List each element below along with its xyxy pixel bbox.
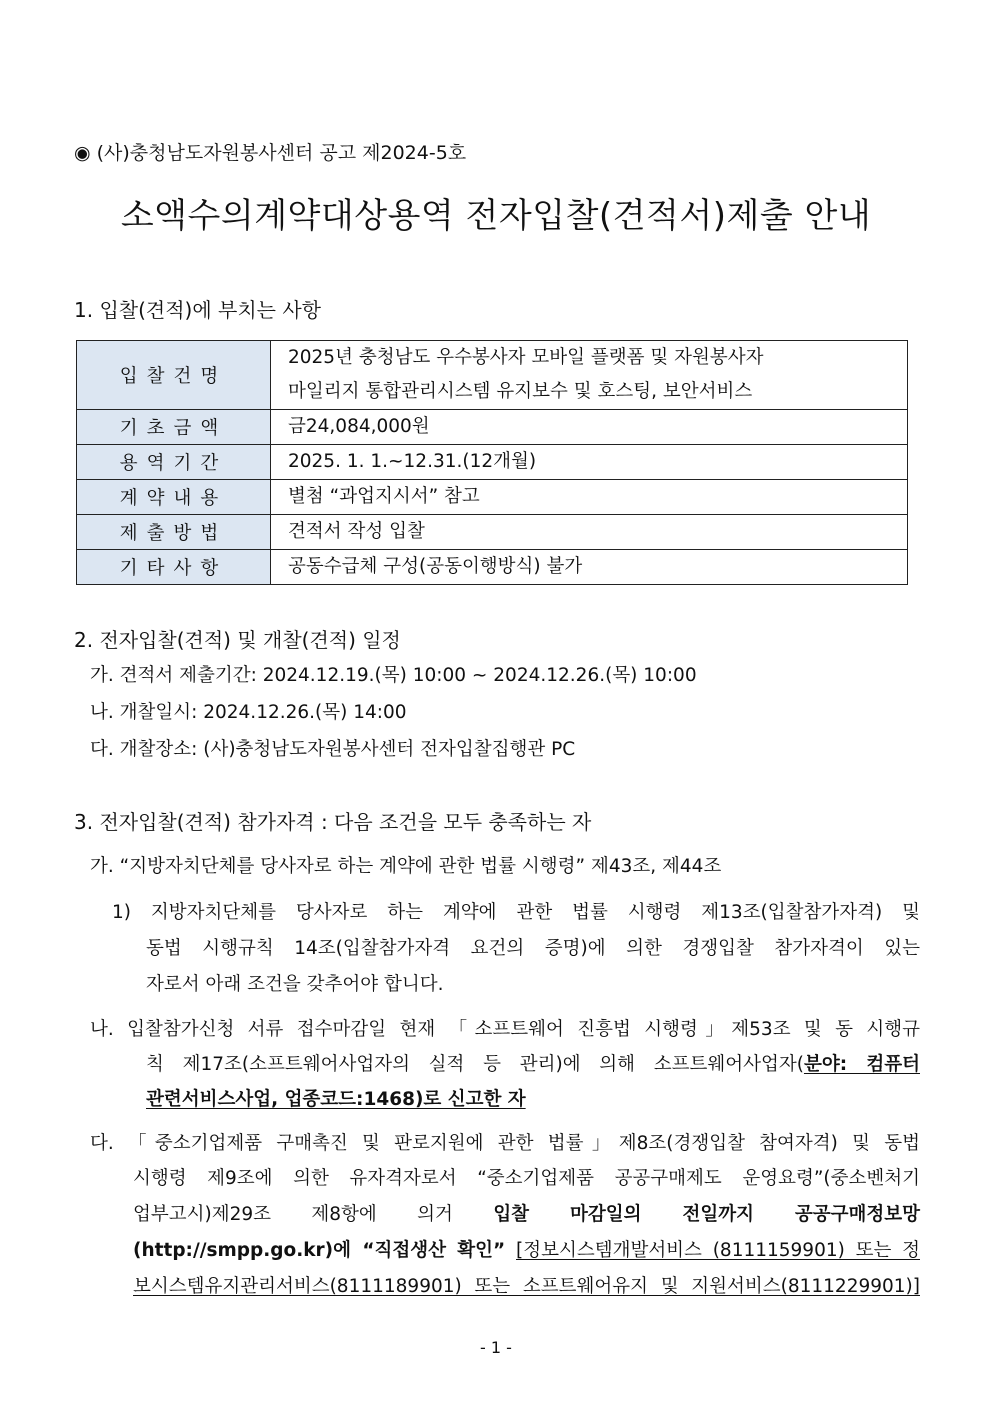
qualification-da-cont4	[133, 1272, 920, 1298]
page-title: 소액수의계약대상용역 전자입찰(견적서)제출 안내	[120, 196, 872, 236]
text-line: 나. 입찰참가신청 서류 접수마감일 현재 「소프트웨어 진흥법 시행령」제53조 및 동 시행규	[90, 1019, 920, 1040]
qualification-da-cont2	[133, 1200, 920, 1226]
section1-heading: 1. 입찰(견적)에 부치는 사항	[74, 298, 321, 322]
row-value: 별첨 “과업지시서” 참고	[271, 480, 908, 515]
qualification-ga-1-cont	[146, 934, 920, 960]
row-value-line: 2025년 충청남도 우수봉사자 모바일 플랫폼 및 자원봉사자	[288, 347, 764, 368]
row-value: 견적서 작성 입찰	[271, 515, 908, 550]
table-row	[77, 550, 908, 585]
row-value: 2025. 1. 1.~12.31.(12개월)	[271, 445, 908, 480]
row-label: 입찰건명	[77, 341, 271, 410]
text-line: 다. 「중소기업제품 구매촉진 및 판로지원에 관한 법률」제8조(경쟁입찰 참여자격) 및 동법	[90, 1133, 920, 1154]
text-line: (http://smpp.go.kr)에 “직접생산 확인” [정보시스템개발서비스 (8111159901) 또는 정	[133, 1240, 920, 1261]
text-line: 업부고시)제29조 제8항에 의거 입찰 마감일의 전일까지 공공구매정보망	[133, 1204, 920, 1225]
row-label: 기타사항	[77, 550, 271, 585]
row-label: 용역기간	[77, 445, 271, 480]
schedule-item-opening-time: 나. 개찰일시: 2024.12.26.(목) 14:00	[90, 702, 407, 723]
text-line: 칙 제17조(소프트웨어사업자의 실적 등 관리)에 의해 소프트웨어사업자(분야: 컴퓨터	[146, 1054, 920, 1075]
table-row	[77, 341, 908, 410]
qualification-ga: 가. “지방자치단체를 당사자로 하는 계약에 관한 법률 시행령” 제43조, 제44조	[90, 856, 722, 877]
qualification-da-cont1	[133, 1164, 920, 1190]
text-line: 1) 지방자치단체를 당사자로 하는 계약에 관한 법률 시행령 제13조(입찰참가자격) 및	[112, 902, 920, 923]
text-line: 동법 시행규칙 14조(입찰참가자격 요건의 증명)에 의한 경쟁입찰 참가자격이 있는	[146, 938, 920, 959]
schedule-item-opening-place: 다. 개찰장소: (사)충청남도자원봉사센터 전자입찰집행관 PC	[90, 739, 576, 760]
qualification-na	[90, 1015, 920, 1041]
bid-info-table	[76, 340, 908, 585]
row-value-line: 마일리지 통합관리시스템 유지보수 및 호스팅, 보안서비스	[288, 381, 753, 402]
qualification-da	[90, 1129, 920, 1155]
row-label: 계약내용	[77, 480, 271, 515]
table-row	[77, 480, 908, 515]
row-value: 금24,084,000원	[271, 410, 908, 445]
row-label: 기초금액	[77, 410, 271, 445]
qualification-na-cont	[146, 1050, 920, 1076]
qualification-na-emphasis: 관련서비스사업, 업종코드:1468)로 신고한 자	[146, 1089, 526, 1110]
table-row	[77, 445, 908, 480]
text-line: 보시스템유지관리서비스(8111189901) 또는 소프트웨어유지 및 지원서비스(8111229901)]	[133, 1276, 920, 1297]
qualification-da-cont3	[133, 1236, 920, 1262]
table-row	[77, 515, 908, 550]
page-number: - 1 -	[480, 1338, 512, 1357]
row-value	[271, 341, 908, 410]
text-line: 시행령 제9조에 의한 유자격자로서 “중소기업제품 공공구매제도 운영요령”(중소벤처기	[133, 1168, 920, 1189]
schedule-item-submission: 가. 견적서 제출기간: 2024.12.19.(목) 10:00 ~ 2024.12.26.(목) 10:00	[90, 665, 697, 686]
section3-heading: 3. 전자입찰(견적) 참가자격 : 다음 조건을 모두 충족하는 자	[74, 810, 592, 834]
section2-heading: 2. 전자입찰(견적) 및 개찰(견적) 일정	[74, 628, 401, 652]
qualification-ga-1-end: 자로서 아래 조건을 갖추어야 합니다.	[146, 974, 444, 995]
qualification-ga-1	[112, 898, 920, 924]
table-row	[77, 410, 908, 445]
notice-number: ◉ (사)충청남도자원봉사센터 공고 제2024-5호	[74, 142, 467, 164]
row-label: 제출방법	[77, 515, 271, 550]
row-value: 공동수급체 구성(공동이행방식) 불가	[271, 550, 908, 585]
